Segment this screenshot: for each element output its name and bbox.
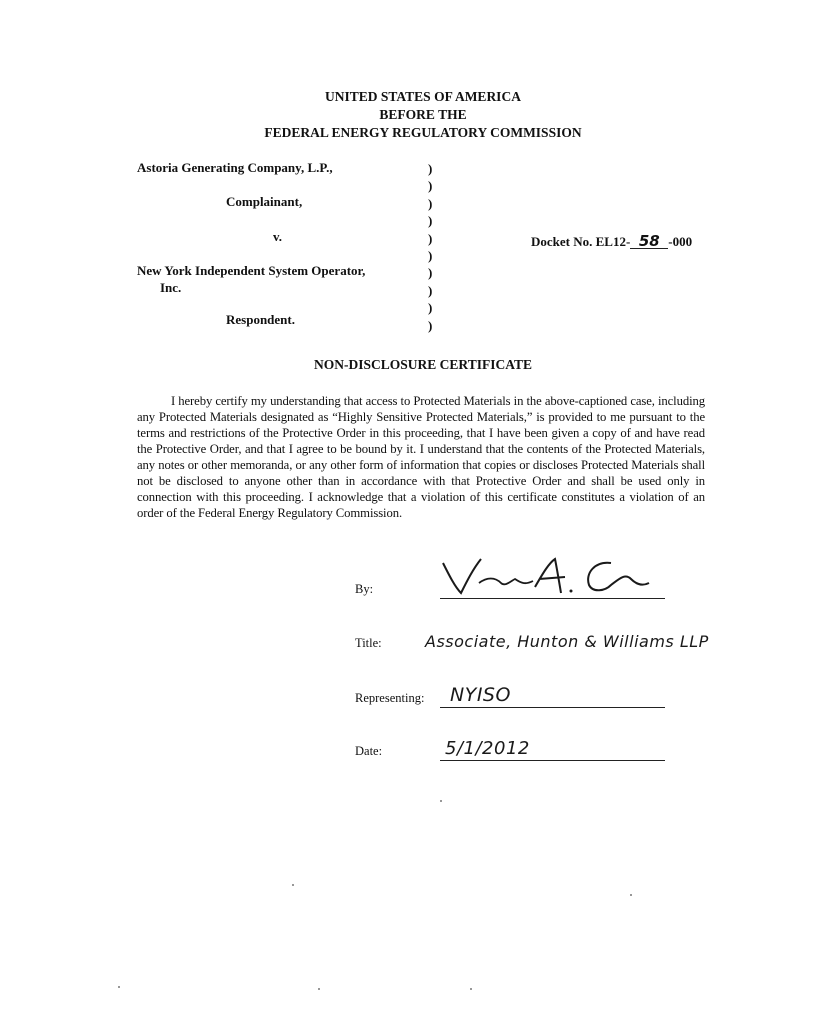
- caption-parentheses: [428, 160, 440, 334]
- paren: ): [428, 230, 433, 246]
- docket-number-handwritten: 58: [630, 234, 668, 249]
- paren: ): [428, 195, 433, 211]
- by-row: [355, 563, 665, 603]
- title-label: Title:: [355, 636, 382, 650]
- paren: ): [428, 161, 433, 176]
- court-heading: [120, 88, 726, 142]
- docket-suffix: -000: [668, 234, 693, 249]
- scan-speck: [470, 988, 472, 990]
- scan-speck: [440, 800, 442, 802]
- title-handwritten-value: Associate, Hunton & Williams LLP: [425, 632, 709, 651]
- case-caption: [137, 160, 737, 333]
- by-underline: [440, 598, 665, 599]
- handwritten-signature: [435, 553, 665, 599]
- complainant-role: Complainant,: [226, 194, 303, 209]
- paren: ): [428, 317, 433, 333]
- heading-line-2: BEFORE THE: [379, 107, 467, 122]
- scan-speck: [118, 986, 120, 988]
- representing-handwritten-value: NYISO: [450, 684, 511, 706]
- docket-prefix: Docket No. EL12-: [531, 234, 631, 249]
- respondent-name-line-1: New York Independent System Operator,: [137, 263, 366, 278]
- title-row: [355, 617, 709, 657]
- respondent-role: Respondent.: [226, 312, 295, 327]
- paren: ): [428, 300, 433, 316]
- certificate-title: NON-DISCLOSURE CERTIFICATE: [314, 357, 532, 372]
- date-row: [355, 725, 665, 765]
- certificate-body: I hereby certify my understanding that access to Protected Materials in the above-captioned case, including any Protected Materials designated as “Highly Sensitive Protected Materials,” is provided to me pursuant to the terms and restrictions of the Protective Order in this proceeding, that I have been given a copy of and have read the Protective Order, and that I agree to be bound by it. I understand that the contents of the Protected Materials, any notes or other memoranda, or any other form of information that copies or discloses Protected Materials shall not be disclosed to anyone other than in accordance with that Protective Order and shall be used only in connection with this proceeding. I acknowledge that a violation of this certificate constitutes a violation of an order of the Federal Energy Regulatory Commission.: [137, 394, 705, 520]
- versus-label: v.: [273, 229, 283, 244]
- scan-speck: [630, 894, 632, 896]
- paren: ): [428, 265, 433, 281]
- respondent-name-line-2: Inc.: [160, 280, 182, 295]
- heading-line-3: FEDERAL ENERGY REGULATORY COMMISSION: [264, 125, 582, 140]
- representing-underline: [440, 707, 665, 708]
- paren: ): [428, 248, 433, 264]
- docket-number: [531, 234, 692, 250]
- scan-speck: [318, 988, 320, 990]
- date-label: Date:: [355, 744, 383, 758]
- complainant-name: Astoria Generating Company, L.P.,: [137, 160, 333, 175]
- date-handwritten-value: 5/1/2012: [445, 738, 530, 759]
- heading-line-1: UNITED STATES OF AMERICA: [325, 89, 521, 104]
- scan-speck: [292, 884, 294, 886]
- representing-label: Representing:: [355, 691, 425, 705]
- representing-row: [355, 672, 665, 712]
- paren: ): [428, 282, 433, 298]
- by-label: By:: [355, 582, 374, 596]
- paren: ): [428, 213, 433, 229]
- paren: ): [428, 178, 433, 194]
- date-underline: [440, 760, 665, 761]
